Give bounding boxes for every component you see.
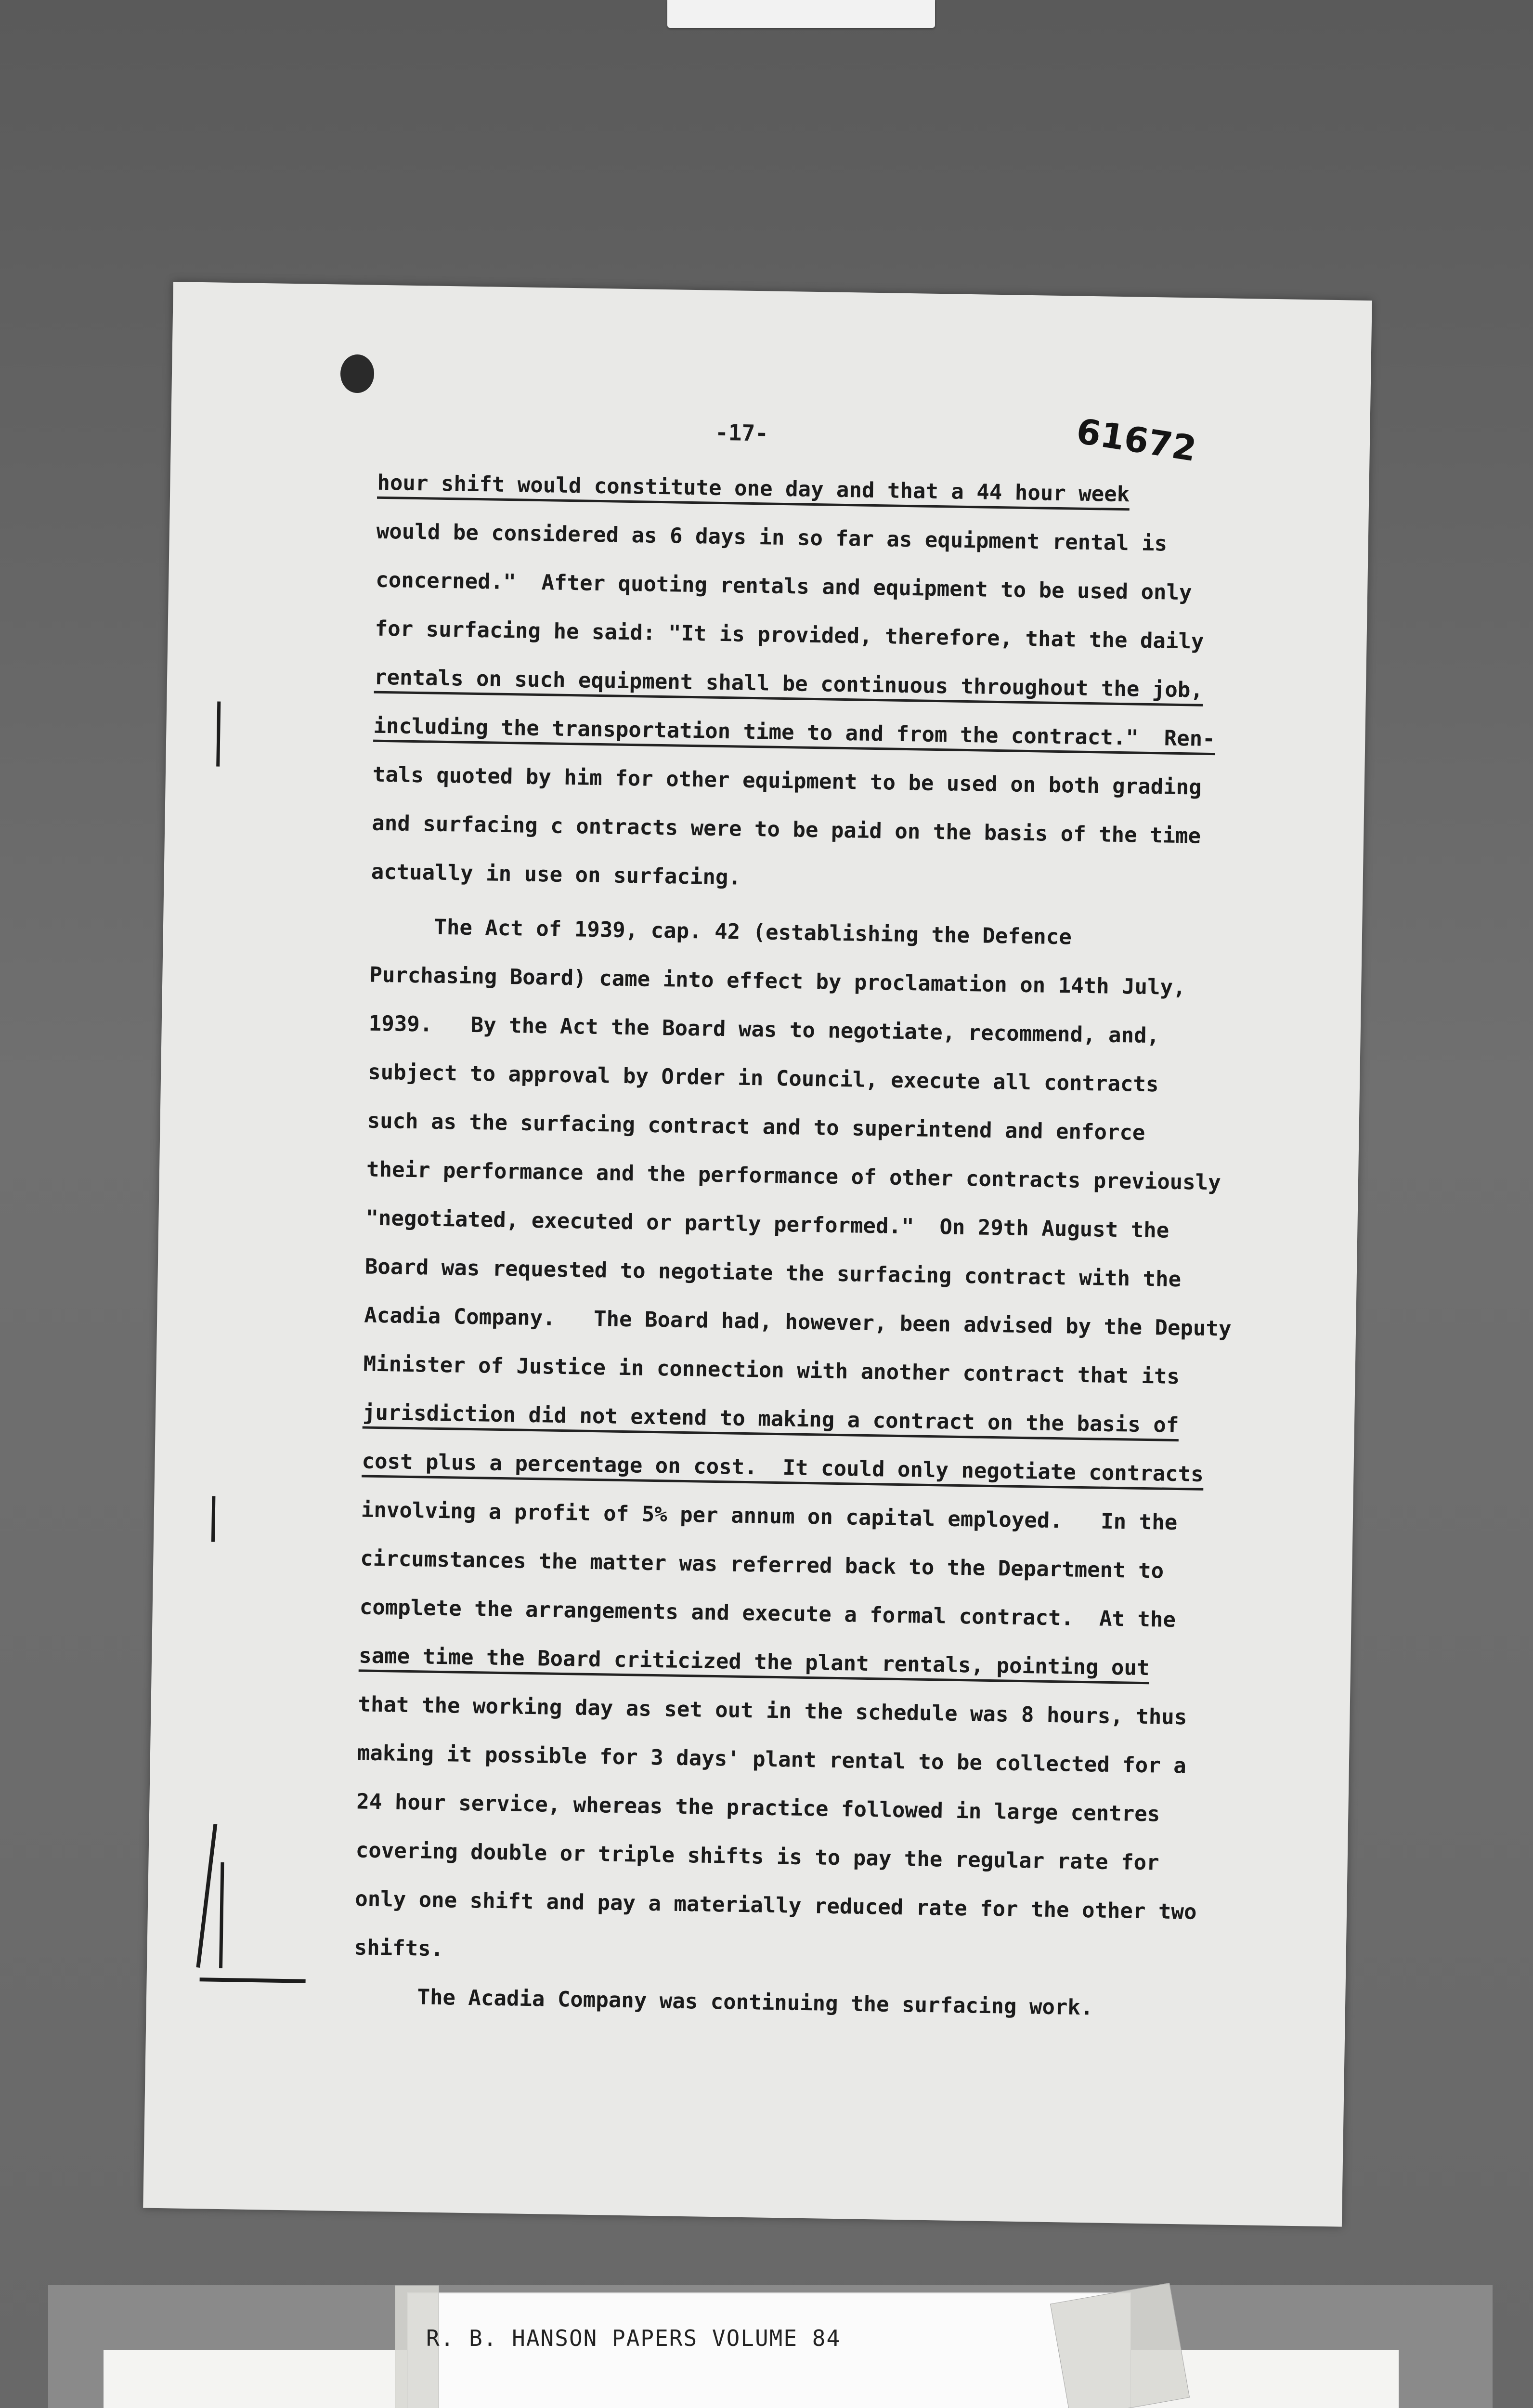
text-line: 1939. By the Act the Board was to negotiate, recommend, and, <box>368 1011 1160 1048</box>
text-line: rentals on such equipment shall be continuous throughout the job, <box>374 665 1204 703</box>
text-line: "negotiated, executed or partly performed." On 29th August the <box>365 1205 1169 1243</box>
text-line: involving a profit of 5% per annum on capital employed. In the <box>361 1497 1178 1535</box>
punch-hole <box>340 354 374 393</box>
text-line: Acadia Company. The Board had, however, been advised by the Deputy <box>364 1303 1232 1341</box>
text-line: covering double or triple shifts is to pay the regular rate for <box>355 1838 1159 1875</box>
text-line: their performance and the performance of other contracts previously <box>366 1157 1221 1195</box>
text-line: including the transportation time to and from the contract." Ren- <box>373 713 1216 752</box>
text-line: making it possible for 3 days' plant rental to be collected for a <box>357 1741 1187 1779</box>
text-line: for surfacing he said: "It is provided, therefore, that the daily <box>375 616 1204 654</box>
text-line: circumstances the matter was referred back to the Department to <box>360 1546 1164 1584</box>
text-line: actually in use on surfacing. <box>371 859 741 890</box>
text-line: jurisdiction did not extend to making a contract on the basis of <box>362 1400 1179 1438</box>
margin-mark <box>211 1496 215 1542</box>
margin-mark <box>200 1977 306 1983</box>
top-paper-tab <box>667 0 935 28</box>
margin-mark <box>216 702 221 767</box>
text-line: Minister of Justice in connection with another contract that its <box>363 1351 1180 1389</box>
text-line: and surfacing c ontracts were to be paid on the basis of the time <box>371 811 1201 849</box>
text-line: such as the surfacing contract and to superintend and enforce <box>367 1108 1145 1145</box>
body-text <box>353 458 1234 2034</box>
text-line: concerned." After quoting rentals and equipment to be used only <box>375 567 1192 605</box>
text-line: The Act of 1939, cap. 42 (establishing the Defence <box>370 914 1072 950</box>
text-line: 24 hour service, whereas the practice followed in large centres <box>356 1789 1160 1827</box>
text-line: hour shift would constitute one day and that a 44 hour week <box>377 470 1130 507</box>
margin-mark <box>219 1862 224 1968</box>
text-line: complete the arrangements and execute a formal contract. At the <box>359 1595 1176 1633</box>
text-line: The Acadia Company was continuing the surfacing work. <box>353 1984 1093 2020</box>
page-number: -17- <box>715 419 769 446</box>
volume-label: R. B. HANSON PAPERS VOLUME 84 <box>426 2325 841 2351</box>
text-line: Board was requested to negotiate the surfacing contract with the <box>364 1254 1182 1292</box>
text-line: would be considered as 6 days in so far as equipment rental is <box>376 519 1168 556</box>
margin-mark <box>196 1824 217 1968</box>
text-line: Purchasing Board) came into effect by proclamation on 14th July, <box>369 962 1186 1000</box>
document-page <box>143 282 1372 2227</box>
text-line: only one shift and pay a materially reduced rate for the other two <box>354 1886 1197 1924</box>
text-line: cost plus a percentage on cost. It could only negotiate contracts <box>362 1449 1204 1487</box>
text-line: that the working day as set out in the schedule was 8 hours, thus <box>358 1692 1187 1730</box>
text-line: shifts. <box>354 1935 444 1962</box>
text-line: same time the Board criticized the plant rentals, pointing out <box>358 1643 1150 1681</box>
text-line: subject to approval by Order in Council, execute all contracts <box>367 1060 1159 1097</box>
tape-strip <box>1050 2283 1190 2408</box>
text-line: tals quoted by him for other equipment to be used on both grading <box>372 762 1202 800</box>
archive-number: 61672 <box>1074 410 1199 470</box>
